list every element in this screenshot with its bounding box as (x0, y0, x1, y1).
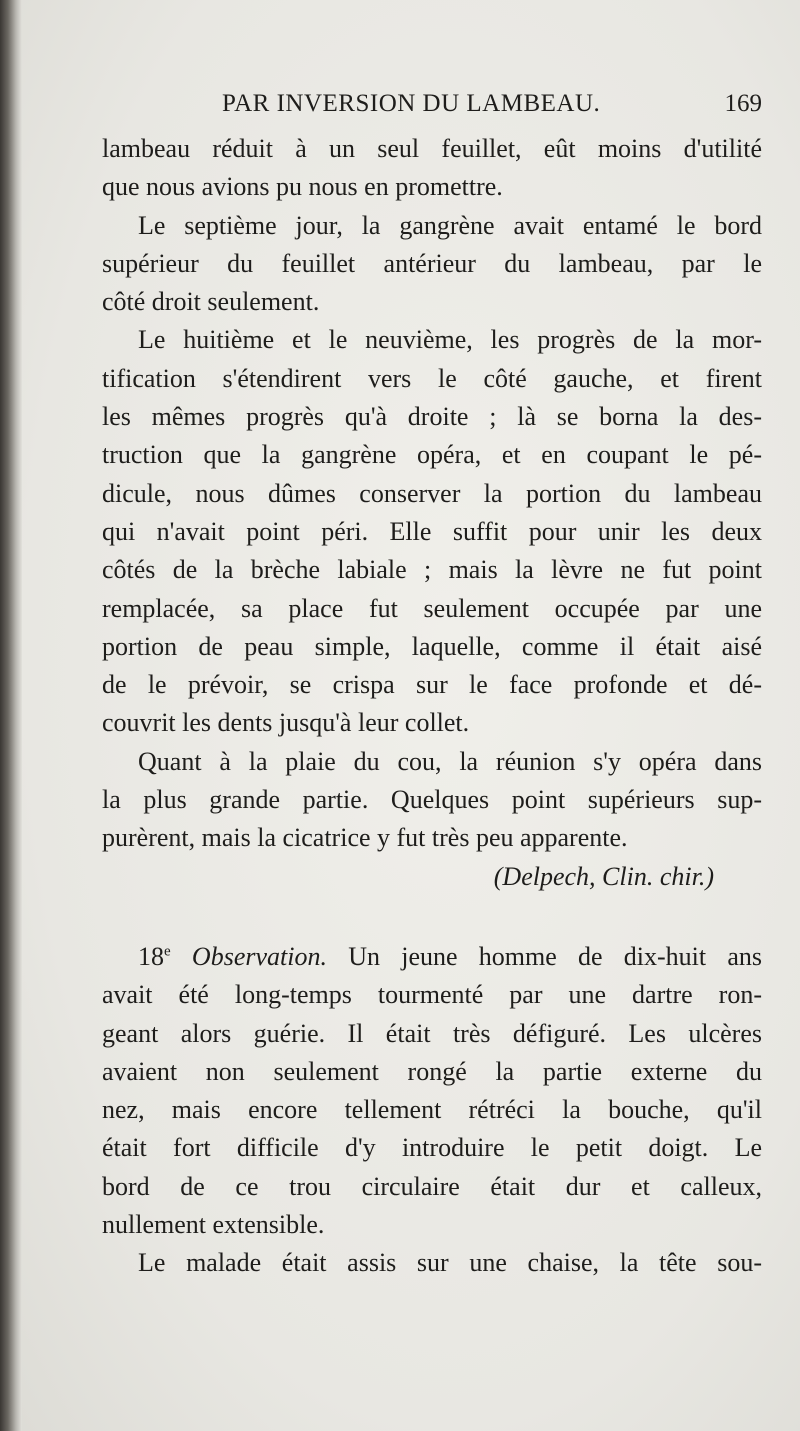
text-line: remplacée, sa place fut seulement occupée par une (102, 593, 762, 623)
text-line: purèrent, mais la cicatrice y fut très peu apparente. (102, 823, 628, 853)
text-line: dicule, nous dûmes conserver la portion du lambeau (102, 478, 762, 508)
text-line: geant alors guérie. Il était très défiguré. Les ulcères (102, 1018, 762, 1048)
paragraph-start-line: Le septième jour, la gangrène avait entamé le bord (138, 210, 762, 240)
observation-number: 18 (138, 941, 164, 971)
text-line: qui n'avait point péri. Elle suffit pour unir les deux (102, 516, 762, 546)
text-line: couvrit les dents jusqu'à leur collet. (102, 708, 470, 738)
observation-heading-line (102, 938, 762, 976)
citation-line (102, 858, 762, 896)
text-line: avait été long-temps tourmenté par une dartre ron- (102, 980, 762, 1010)
text-line: nullement extensible. (102, 1210, 325, 1240)
text-line: portion de peau simple, laquelle, comme il était aisé (102, 631, 762, 661)
text-line: la plus grande partie. Quelques point supérieurs sup- (102, 785, 762, 815)
text-line: nez, mais encore tellement rétréci la bouche, qu'il (102, 1095, 762, 1125)
text-line: côté droit seulement. (102, 287, 320, 317)
observation-label: Observation. (191, 941, 327, 971)
page-number: 169 (724, 90, 762, 117)
text-line: de le prévoir, se crispa sur le face profonde et dé- (102, 670, 762, 700)
paragraph-start-line: Le huitième et le neuvième, les progrès de la mor- (138, 325, 762, 355)
text-line: que nous avions pu nous en promettre. (102, 172, 503, 202)
text-line: était fort difficile d'y introduire le petit doigt. Le (102, 1133, 762, 1163)
paragraph-start-line: Le malade était assis sur une chaise, la tête sou- (138, 1248, 762, 1278)
text-line: avaient non seulement rongé la partie externe du (102, 1056, 762, 1086)
book-binding-shadow (0, 0, 22, 1431)
body-text (102, 130, 762, 1283)
text-line: côtés de la brèche labiale ; mais la lèvre ne fut point (102, 555, 762, 585)
text-line: bord de ce trou circulaire était dur et calleux, (102, 1171, 762, 1201)
text-line: tification s'étendirent vers le côté gauche, et firent (102, 363, 762, 393)
text-line: supérieur du feuillet antérieur du lambeau, par le (102, 248, 762, 278)
paragraph-start-line: Quant à la plaie du cou, la réunion s'y opéra dans (138, 746, 762, 776)
book-page (22, 0, 800, 1431)
running-title: PAR INVERSION DU LAMBEAU. (222, 90, 601, 117)
observation-first-line: Un jeune homme de dix-huit ans (348, 941, 763, 971)
text-line: lambeau réduit à un seul feuillet, eût moins d'utilité (102, 134, 762, 163)
citation: (Delpech, Clin. chir.) (493, 861, 714, 891)
observation-number-suffix: e (164, 943, 171, 960)
text-line: truction que la gangrène opéra, et en coupant le pé- (102, 440, 762, 470)
section-gap (102, 896, 762, 938)
text-line: les mêmes progrès qu'à droite ; là se borna la des- (102, 402, 762, 432)
page-header (222, 90, 762, 126)
